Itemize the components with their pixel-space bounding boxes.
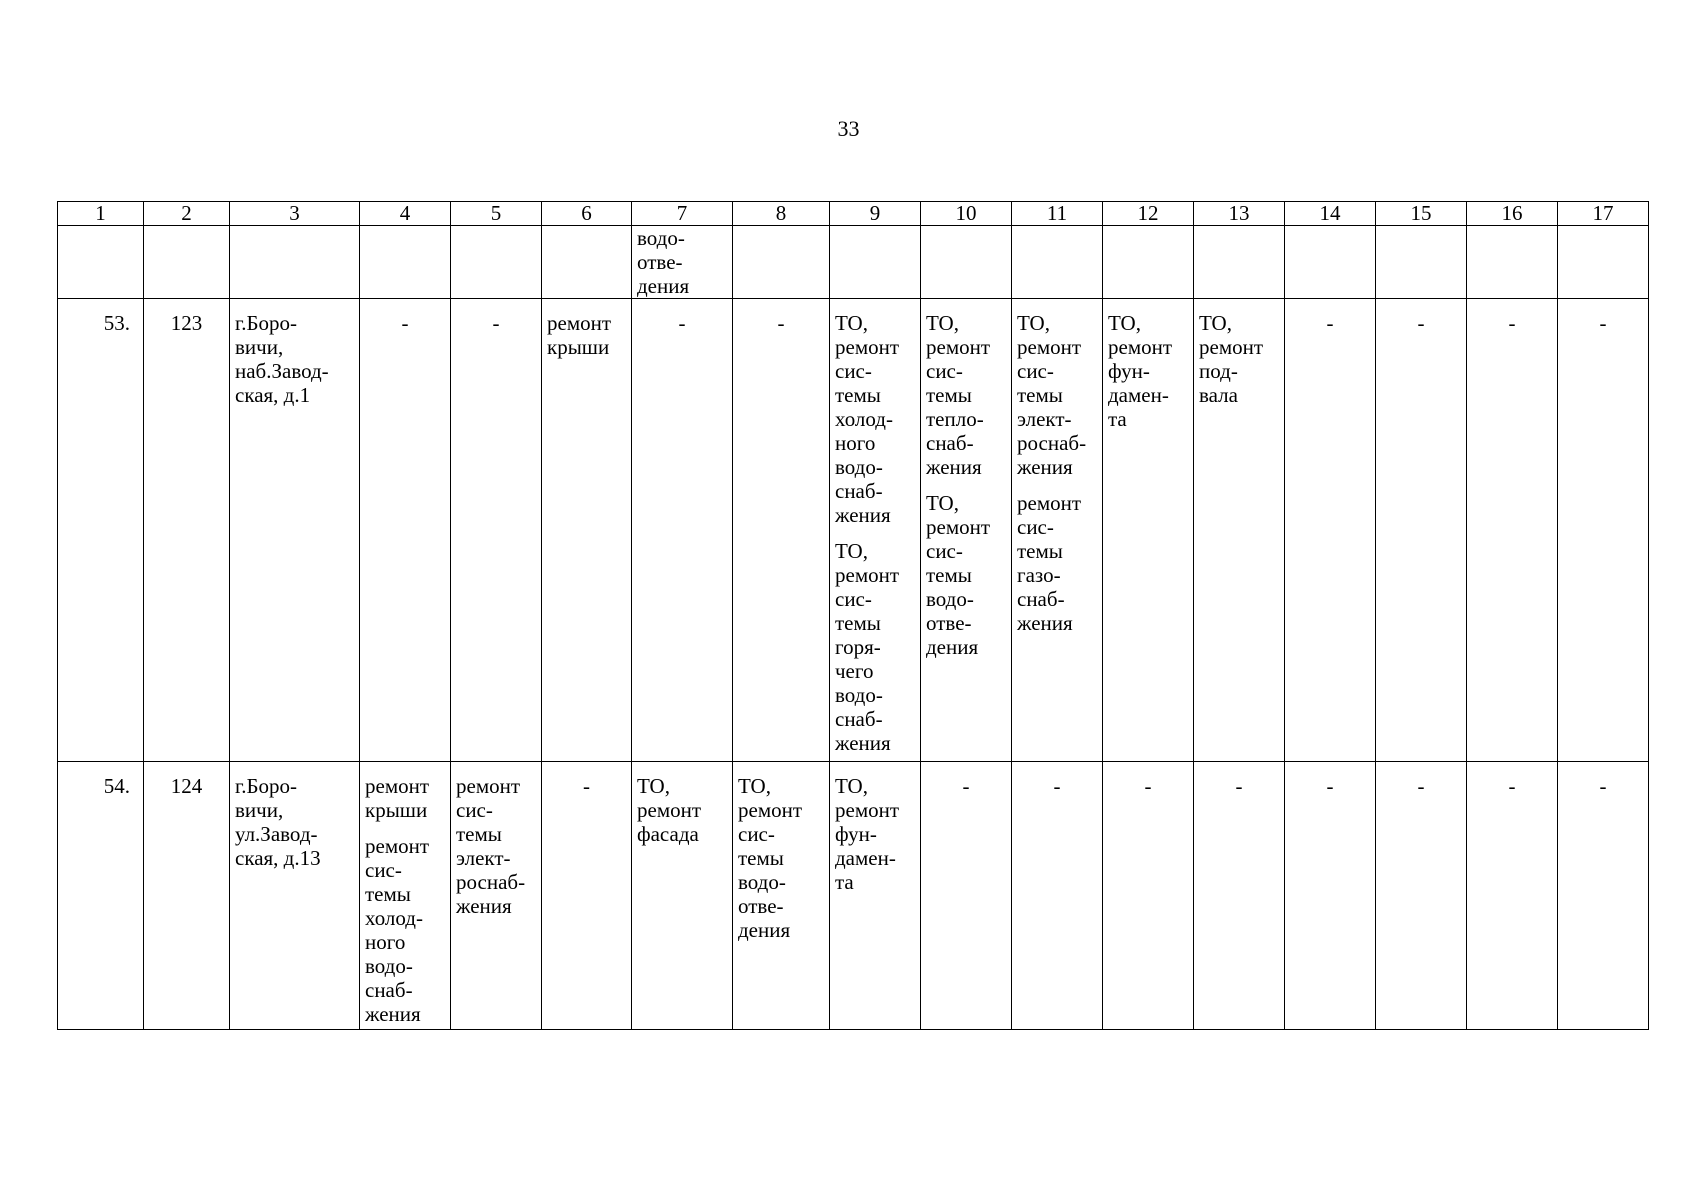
table-cell — [58, 762, 144, 1030]
table-cell — [830, 299, 921, 762]
cell-text: - — [1326, 311, 1334, 335]
table-cell — [1194, 226, 1285, 299]
cell-text: водо- отве- дения — [637, 226, 690, 298]
column-number: 2 — [144, 202, 230, 226]
cell-text: ТО, ремонт сис- темы элект- роснаб- жения — [1017, 311, 1087, 479]
column-number: 3 — [230, 202, 360, 226]
column-number: 11 — [1012, 202, 1103, 226]
table-cell — [1376, 226, 1467, 299]
cell-text: - — [1235, 774, 1243, 798]
table-cell — [230, 762, 360, 1030]
column-number: 13 — [1194, 202, 1285, 226]
cell-text: ремонт сис- темы элект- роснаб- жения — [456, 774, 526, 918]
table-cell — [230, 226, 360, 299]
cell-text: ремонт сис- темы холод- ного водо- снаб- жения — [365, 834, 430, 1026]
column-number: 6 — [542, 202, 632, 226]
column-number: 16 — [1467, 202, 1558, 226]
cell-text: ТО, ремонт фасада — [637, 774, 702, 846]
table-cell — [360, 299, 451, 762]
cell-text: - — [962, 774, 970, 798]
cell-text: ТО, ремонт сис- темы тепло- снаб- жения — [926, 311, 991, 479]
table-cell — [144, 762, 230, 1030]
cell-text: ТО, ремонт сис- темы холод- ного водо- снаб- жения — [835, 311, 900, 527]
cell-text: - — [1053, 774, 1061, 798]
table-cell — [1194, 762, 1285, 1030]
column-number: 15 — [1376, 202, 1467, 226]
cell-text: - — [401, 311, 409, 335]
cell-text: - — [583, 774, 590, 798]
table-cell — [58, 226, 144, 299]
cell-text: ТО, ремонт сис- темы горя- чего водо- снаб- жения — [835, 539, 900, 755]
cell-text: - — [1599, 311, 1607, 335]
column-number: 8 — [733, 202, 830, 226]
table-cell — [144, 299, 230, 762]
table-cell — [1012, 299, 1103, 762]
column-number: 1 — [58, 202, 144, 226]
object-id: 123 — [170, 311, 203, 335]
table-cell — [1285, 299, 1376, 762]
table-cell — [58, 299, 144, 762]
table-cell — [733, 762, 830, 1030]
column-number: 10 — [921, 202, 1012, 226]
table-cell — [632, 299, 733, 762]
table-cell — [733, 226, 830, 299]
table-cell — [632, 226, 733, 299]
table-cell — [1558, 762, 1649, 1030]
row-number: 53. — [103, 311, 130, 335]
cell-text: ТО, ремонт сис- темы водо- отве- дения — [738, 774, 803, 942]
table-cell — [1376, 299, 1467, 762]
column-number: 17 — [1558, 202, 1649, 226]
cell-text: ремонт крыши — [547, 311, 612, 359]
cell-text: - — [678, 311, 686, 335]
table-cell — [1285, 226, 1376, 299]
table-cell — [360, 226, 451, 299]
column-number-row — [58, 202, 1649, 226]
table-cell — [1194, 299, 1285, 762]
cell-text: - — [1508, 774, 1516, 798]
table-cell — [1103, 299, 1194, 762]
table-cell — [1103, 762, 1194, 1030]
cell-text: - — [777, 311, 785, 335]
cell-text: ремонт крыши — [365, 774, 430, 822]
column-number: 9 — [830, 202, 921, 226]
table-cell — [921, 762, 1012, 1030]
table-cell — [921, 299, 1012, 762]
cell-text: - — [1508, 311, 1516, 335]
table-cell — [451, 762, 542, 1030]
cell-text: - — [1417, 774, 1425, 798]
table-cell — [1558, 299, 1649, 762]
table-cell — [1012, 226, 1103, 299]
table-cell — [360, 762, 451, 1030]
table-cell — [1467, 762, 1558, 1030]
table-cell — [542, 226, 632, 299]
table-cell — [921, 226, 1012, 299]
table-cell — [632, 762, 733, 1030]
continuation-row — [58, 226, 1649, 299]
table-cell — [230, 299, 360, 762]
address: г.Боро- вичи, наб.Завод- ская, д.1 — [235, 311, 329, 407]
table-cell — [830, 762, 921, 1030]
table-row — [58, 299, 1649, 762]
cell-text: - — [492, 311, 500, 335]
table-cell — [1467, 226, 1558, 299]
table-cell — [1467, 299, 1558, 762]
cell-text: - — [1144, 774, 1152, 798]
page-number: 33 — [837, 116, 860, 141]
column-number: 12 — [1103, 202, 1194, 226]
table-cell — [733, 299, 830, 762]
table-cell — [542, 299, 632, 762]
table-row — [58, 762, 1649, 1030]
table-cell — [1285, 762, 1376, 1030]
table-cell — [1103, 226, 1194, 299]
cell-text: ТО, ремонт фун- дамен- та — [1108, 311, 1173, 431]
table-cell — [1558, 226, 1649, 299]
cell-text: ТО, ремонт фун- дамен- та — [835, 774, 900, 894]
cell-text: - — [1417, 311, 1425, 335]
repair-schedule-table — [57, 201, 1649, 1030]
table-cell — [1376, 762, 1467, 1030]
column-number: 14 — [1285, 202, 1376, 226]
cell-text: - — [1326, 774, 1334, 798]
cell-text: ТО, ремонт под- вала — [1199, 311, 1264, 407]
column-number: 7 — [632, 202, 733, 226]
table-cell — [451, 299, 542, 762]
table-cell — [144, 226, 230, 299]
cell-text: ТО, ремонт сис- темы водо- отве- дения — [926, 491, 991, 659]
column-number: 4 — [360, 202, 451, 226]
table-cell — [451, 226, 542, 299]
column-number: 5 — [451, 202, 542, 226]
table-cell — [830, 226, 921, 299]
row-number: 54. — [103, 774, 130, 798]
cell-text: - — [1599, 774, 1607, 798]
object-id: 124 — [170, 774, 203, 798]
cell-text: ремонт сис- темы газо- снаб- жения — [1017, 491, 1082, 635]
table-cell — [542, 762, 632, 1030]
table-cell — [1012, 762, 1103, 1030]
address: г.Боро- вичи, ул.Завод- ская, д.13 — [235, 774, 321, 870]
